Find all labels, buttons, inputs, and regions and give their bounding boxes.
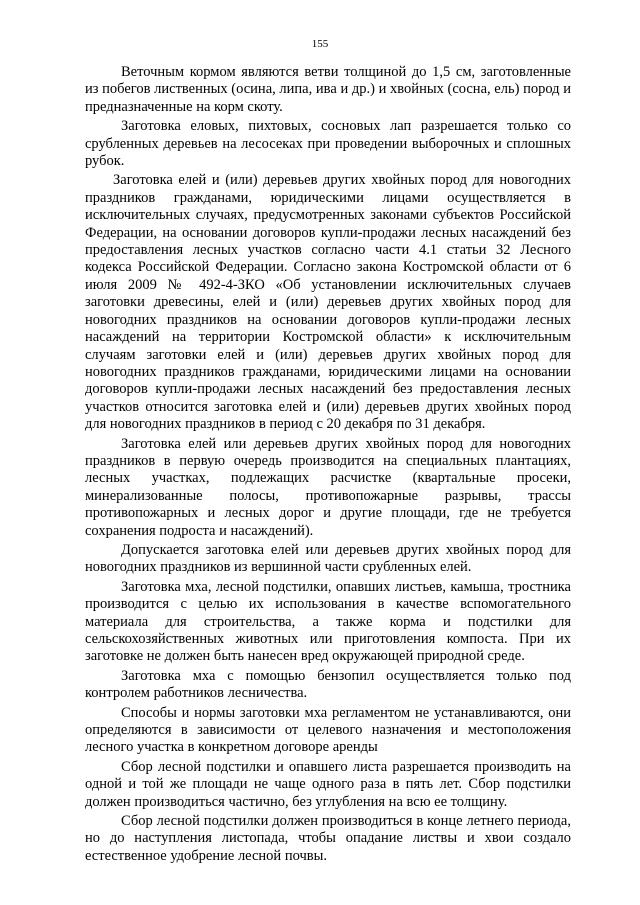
- paragraph-conifer-branches: Заготовка еловых, пихтовых, сосновых лап разрешается только со срубленных деревьев на лесосеках при проведении выборочных и сплошных рубок.: [85, 118, 571, 170]
- page-number: 155: [311, 38, 329, 50]
- paragraph-litter-season: Сбор лесной подстилки должен производиться в конце летнего периода, но до наступления листопада, чтобы опадание листвы и хвои создало естественное удобрение лесной почвы.: [85, 813, 571, 864]
- paragraph-branch-feed: Веточным кормом являются ветви толщиной до 1,5 см, заготовленные из побегов лиственных (осина, липа, ива и др.) и хвойных (сосна, ель) пород и предназначенные на корм скоту.: [85, 64, 571, 115]
- paragraph-moss-norms: Способы и нормы заготовки мха регламентом не устанавливаются, они определяются в зависимости от целевого назначения и местоположения лесного участка в конкретном договоре аренды: [85, 704, 571, 756]
- document-body: [85, 64, 571, 867]
- paragraph-moss-litter-harvest: Заготовка мха, лесной подстилки, опавших листьев, камыша, тростника производится с целью их использования в качестве вспомогательного материала для строительства, а также корма и подстилки для сельскохозяйственных животных или приготовления компоста. При их заготовке не должен быть нанесен вред окружающей природной среде.: [85, 578, 571, 665]
- paragraph-moss-chainsaw: Заготовка мха с помощью бензопил осуществляется только под контролем работников лесничества.: [85, 667, 571, 702]
- paragraph-new-year-trees-law: Заготовка елей и (или) деревьев других хвойных пород для новогодних праздников гражданами, юридическими лицами осуществляется в исключительных случаях, предусмотренных законами субъектов Российской Федерации, на основании договоров купли-продажи лесных насаждений без предоставления лесных участков согласно части 4.1 статьи 32 Лесного кодекса Российской Федерации. Согласно закона Костромской области от 6 июля 2009 № 492-4-ЗКО «Об установлении исключительных случаев заготовки древесины, елей и (или) деревьев других хвойных пород для новогодних праздников на основании договоров купли-продажи лесных насаждений на территории Костромской области» к исключительным случаям заготовки елей и (или) деревьев других хвойных пород для новогодних праздников гражданами, юридическими лицами на основании договоров купли-продажи лесных насаждений без предоставления лесных участков относится заготовка елей и (или) деревьев других хвойных пород для новогодних праздников в период с 20 декабря по 31 декабря.: [85, 172, 571, 433]
- paragraph-litter-frequency: Сбор лесной подстилки и опавшего листа разрешается производить на одной и той же площади не чаще одного раза в пять лет. Сбор подстилки должен производиться частично, без углубления на всю ее толщину.: [85, 758, 571, 810]
- paragraph-treetops: Допускается заготовка елей или деревьев других хвойных пород для новогодних праздников из вершинной части срубленных елей.: [85, 541, 571, 576]
- paragraph-new-year-trees-plantations: Заготовка елей или деревьев других хвойных пород для новогодних праздников в первую очередь производится на специальных плантациях, лесных участках, подлежащих расчистке (квартальные просеки, минерализованные полосы, противопожарные разрывы, трассы противопожарных и лесных дорог и другие площади, где не требуется сохранения подроста и насаждений).: [85, 435, 571, 539]
